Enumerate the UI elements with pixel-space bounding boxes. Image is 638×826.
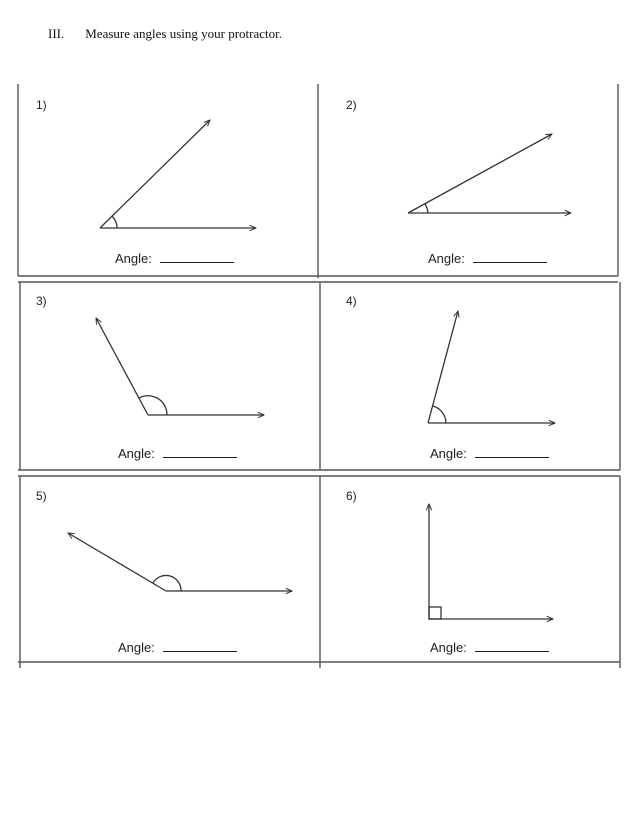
problem-number-3: 3) — [36, 294, 47, 308]
angle-figure-4 — [428, 311, 555, 423]
angle-answer-blank-4[interactable] — [475, 447, 549, 458]
angle-answer-1[interactable] — [115, 251, 234, 266]
angle-answer-label-1: Angle: — [115, 251, 152, 266]
angle-answer-blank-2[interactable] — [473, 252, 547, 263]
angle-figure-6 — [429, 504, 553, 619]
angle-answer-label-5: Angle: — [118, 640, 155, 655]
problem-number-4: 4) — [346, 294, 357, 308]
problem-number-1: 1) — [36, 98, 47, 112]
angle-answer-blank-1[interactable] — [160, 252, 234, 263]
angle-answer-blank-6[interactable] — [475, 641, 549, 652]
angle-answer-2[interactable] — [428, 251, 547, 266]
problem-number-2: 2) — [346, 98, 357, 112]
angle-answer-4[interactable] — [430, 446, 549, 461]
angle-answer-3[interactable] — [118, 446, 237, 461]
section-instruction: Measure angles using your protractor. — [85, 26, 283, 41]
angle-answer-label-6: Angle: — [430, 640, 467, 655]
angle-answer-blank-5[interactable] — [163, 641, 237, 652]
angle-figure-1 — [100, 120, 256, 228]
section-number: III. — [48, 26, 65, 41]
angle-answer-label-4: Angle: — [430, 446, 467, 461]
angle-figure-5 — [68, 533, 292, 591]
problem-number-6: 6) — [346, 489, 357, 503]
angle-answer-label-2: Angle: — [428, 251, 465, 266]
angle-figure-2 — [408, 134, 571, 213]
angle-answer-5[interactable] — [118, 640, 237, 655]
angle-answer-label-3: Angle: — [118, 446, 155, 461]
angle-figure-3 — [96, 318, 264, 415]
problem-number-5: 5) — [36, 489, 47, 503]
angle-answer-blank-3[interactable] — [163, 447, 237, 458]
angle-answer-6[interactable] — [430, 640, 549, 655]
grid-lines — [18, 84, 620, 668]
